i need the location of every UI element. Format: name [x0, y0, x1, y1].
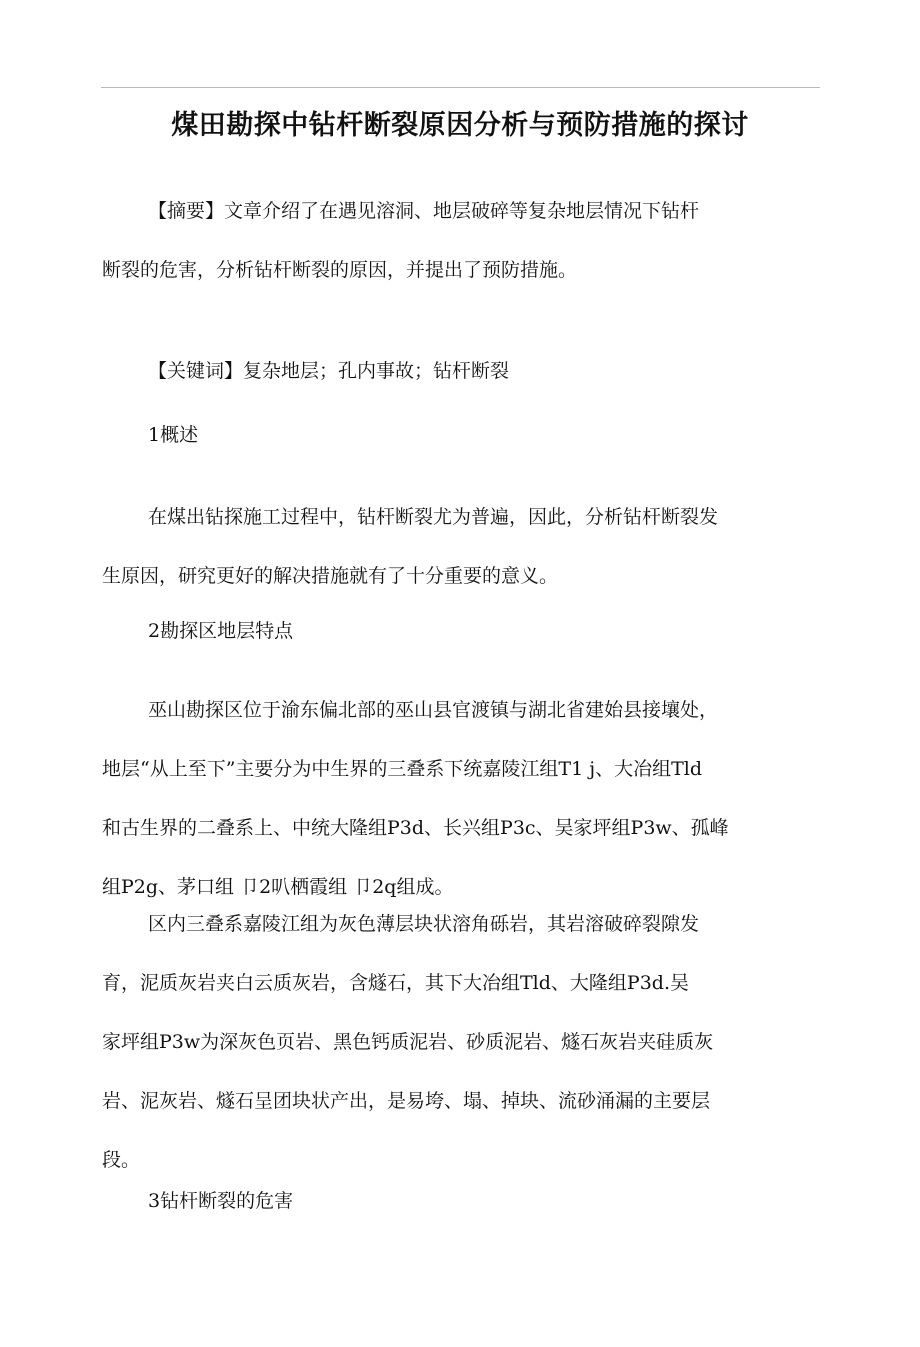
paragraph-line: 在煤出钻探施工过程中，钻杆断裂尤为普遍，因此，分析钻杆断裂发 — [148, 506, 719, 528]
paragraph-line: 生原因，研究更好的解决措施就有了十分重要的意义。 — [102, 565, 559, 587]
section-1-paragraph — [102, 488, 802, 606]
section-heading-3: 3钻杆断裂的危害 — [148, 1190, 294, 1212]
paragraph-line: 巫山勘探区位于渝东偏北部的巫山县官渡镇与湖北省建始县接壤处， — [148, 699, 719, 721]
paragraph-line: 育，泥质灰岩夹白云质灰岩，含燧石，其下大冶组Tld、大隆组P3d.吴 — [102, 972, 689, 994]
header-rule — [101, 87, 820, 88]
section-heading-1: 1概述 — [148, 424, 199, 446]
abstract-line: 【摘要】文章介绍了在遇见溶洞、地层破碎等复杂地层情况下钻杆 — [148, 200, 700, 222]
abstract-line: 断裂的危害，分析钻杆断裂的原因，并提出了预防措施。 — [102, 259, 578, 281]
paragraph-line: 和古生界的二叠系上、中统大隆组P3d、长兴组P3c、吴家坪组P3w、孤峰 — [102, 817, 729, 839]
paragraph-line: 组P2g、茅口组 卩2叭栖霞组 卩2q组成。 — [102, 876, 454, 898]
abstract-paragraph — [102, 182, 802, 300]
paragraph-line: 家坪组P3w为深灰色页岩、黑色钙质泥岩、砂质泥岩、燧石灰岩夹硅质灰 — [102, 1031, 714, 1053]
paragraph-line: 区内三叠系嘉陵江组为灰色薄层块状溶角砾岩，其岩溶破碎裂隙发 — [148, 913, 700, 935]
section-2-paragraph-1 — [102, 681, 802, 917]
paragraph-line: 地层“从上至下”主要分为中生界的三叠系下统嘉陵江组T1 j、大冶组Tld — [102, 758, 703, 780]
section-2-paragraph-2 — [102, 895, 802, 1190]
document-title: 煤田勘探中钻杆断裂原因分析与预防措施的探讨 — [171, 110, 749, 142]
keywords-line: 【关键词】复杂地层；孔内事故；钻杆断裂 — [148, 360, 510, 382]
section-heading-2: 2勘探区地层特点 — [148, 620, 294, 642]
paragraph-line: 段。 — [102, 1149, 141, 1171]
paragraph-line: 岩、泥灰岩、燧石呈团块状产出，是易垮、塌、掉块、流砂涌漏的主要层 — [102, 1090, 711, 1112]
